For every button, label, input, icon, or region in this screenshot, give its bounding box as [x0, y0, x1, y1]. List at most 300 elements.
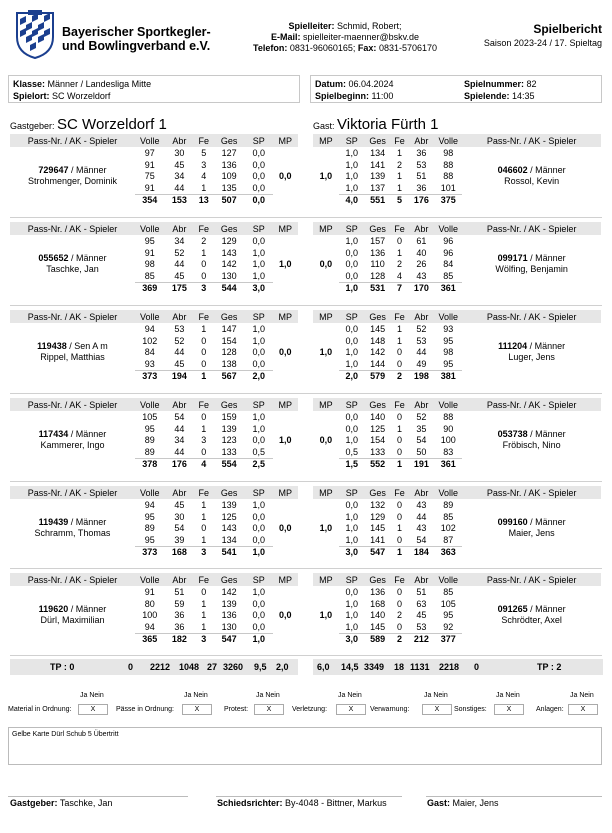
score-cell: 1 [396, 523, 402, 534]
guest-total-ges: 3349 [364, 662, 385, 672]
score-cell: 3 [194, 546, 213, 558]
score-cell: 136 [221, 610, 237, 621]
score-cell: 109 [221, 171, 237, 182]
score-cell: 176 [408, 194, 434, 206]
score-cell: 128 [221, 347, 237, 358]
score-cell: 85 [443, 271, 454, 282]
score-cell: 1,0 [345, 235, 359, 246]
score-cell: 141 [370, 535, 386, 546]
guest-team-header [313, 116, 438, 133]
home-player-table [10, 222, 298, 294]
score-cell: 365 [135, 633, 165, 645]
column-header: Volle [434, 222, 462, 235]
score-cell: 44 [416, 347, 427, 358]
ende-value: 14:35 [512, 91, 535, 101]
score-cell: 96 [443, 247, 454, 258]
check-box[interactable]: X [336, 704, 366, 715]
score-cell: 13 [194, 194, 213, 206]
score-cell: 53 [416, 335, 427, 346]
column-header: SP [245, 398, 273, 411]
score-cell: 137 [370, 183, 386, 194]
score-cell: 98 [443, 347, 454, 358]
score-cell: 30 [174, 147, 185, 158]
score-cell: 154 [221, 335, 237, 346]
score-cell: 85 [443, 586, 454, 597]
column-header: Fe [391, 573, 409, 586]
score-cell: 0,0 [252, 535, 266, 546]
report-title: Spielbericht [533, 22, 602, 36]
guest-signature [427, 798, 499, 808]
home-player-table [10, 134, 298, 206]
home-total-zero: 0 [128, 662, 134, 672]
score-cell: 54 [416, 535, 427, 546]
score-cell: 88 [443, 171, 454, 182]
score-cell: 84 [443, 259, 454, 270]
player-age-class: / Männer [527, 517, 566, 528]
guest-player-table [313, 222, 601, 294]
lane-row [313, 323, 601, 335]
score-cell: 1,0 [345, 159, 359, 170]
column-header: Pass-Nr. / AK - Spieler [10, 134, 135, 147]
score-cell: 153 [165, 194, 195, 206]
check-label: Anlagen: [536, 706, 564, 713]
column-header: MP [313, 573, 339, 586]
score-cell: 0,0 [252, 147, 266, 158]
yes-no-header: Ja Nein [80, 692, 104, 699]
score-cell: 145 [370, 622, 386, 633]
score-cell: 175 [165, 282, 195, 294]
score-cell: 1 [396, 147, 402, 158]
score-cell: 0,0 [252, 622, 266, 633]
score-cell: 168 [165, 546, 195, 558]
score-cell: 147 [221, 323, 237, 334]
score-cell: 45 [174, 359, 185, 370]
score-cell: 1 [201, 535, 207, 546]
score-cell: 43 [416, 523, 427, 534]
column-header: Abr [165, 134, 195, 147]
column-header: Pass-Nr. / AK - Spieler [10, 222, 135, 235]
score-cell: 34 [174, 435, 185, 446]
phone-value: 0831-96060165; [289, 43, 356, 53]
score-cell: 1 [201, 499, 207, 510]
lane-row [313, 411, 601, 423]
player-name: Wölfing, Benjamin [495, 264, 568, 275]
column-header: Fe [391, 310, 409, 323]
score-cell: 89 [443, 499, 454, 510]
column-header: Fe [391, 486, 409, 499]
klasse-label: Klasse: [13, 79, 46, 89]
column-header: Volle [434, 134, 462, 147]
contact-block [200, 21, 490, 54]
score-cell: 2,5 [245, 458, 273, 470]
score-cell: 51 [416, 171, 427, 182]
spielort-value: SC Worzeldorf [52, 91, 111, 101]
column-header: Fe [194, 486, 213, 499]
score-cell: 4,0 [339, 194, 365, 206]
check-box[interactable]: X [182, 704, 212, 715]
score-cell: 1,0 [345, 610, 359, 621]
score-cell: 0,0 [252, 610, 266, 621]
home-team-header [10, 116, 167, 133]
score-cell: 52 [416, 323, 427, 334]
player-name: Kammerer, Ingo [40, 440, 105, 451]
score-cell: 1,0 [252, 411, 266, 422]
email-value[interactable]: spielleiter-maenner@bskv.de [303, 32, 420, 42]
score-cell: 3,0 [339, 633, 365, 645]
column-header: Pass-Nr. / AK - Spieler [462, 398, 601, 411]
score-cell: 544 [213, 282, 245, 294]
player-pass-nr: 119620 [38, 604, 69, 615]
score-cell: 1,0 [339, 282, 365, 294]
score-cell: 36 [174, 622, 185, 633]
column-header: Ges [365, 222, 391, 235]
column-header: SP [339, 573, 365, 586]
score-cell: 373 [135, 370, 165, 382]
score-cell: 134 [370, 147, 386, 158]
score-cell: 96 [443, 235, 454, 246]
score-cell: 375 [434, 194, 462, 206]
player-pass-nr: 053738 [497, 429, 528, 440]
check-box[interactable]: X [254, 704, 284, 715]
score-cell: 139 [221, 423, 237, 434]
score-cell: 1,5 [339, 458, 365, 470]
score-cell: 0,5 [252, 447, 266, 458]
check-box[interactable]: X [568, 704, 598, 715]
block-separator [10, 217, 602, 218]
column-header: Pass-Nr. / AK - Spieler [462, 573, 601, 586]
score-cell: 90 [443, 423, 454, 434]
column-header: SP [245, 222, 273, 235]
ende-label: Spielende: [464, 91, 510, 101]
score-cell: 0,0 [252, 183, 266, 194]
home-totals-bar [10, 659, 298, 675]
score-cell: 102 [142, 335, 158, 346]
score-cell: 63 [416, 598, 427, 609]
score-cell: 129 [370, 511, 386, 522]
lane-row [10, 147, 298, 159]
column-header: MP [313, 222, 339, 235]
score-cell: 0 [396, 535, 402, 546]
score-cell: 154 [370, 435, 386, 446]
score-cell: 3 [194, 282, 213, 294]
score-cell: 1,0 [252, 335, 266, 346]
guest-total-sp: 14,5 [341, 662, 359, 672]
score-cell: 1 [194, 370, 213, 382]
score-cell: 373 [135, 546, 165, 558]
score-cell: 1,0 [252, 323, 266, 334]
column-header: Volle [434, 573, 462, 586]
score-cell: 148 [370, 335, 386, 346]
column-header: SP [339, 134, 365, 147]
score-cell: 1,0 [345, 183, 359, 194]
score-cell: 182 [165, 633, 195, 645]
column-header: Fe [194, 222, 213, 235]
column-header: MP [273, 310, 298, 323]
player-age-class: / Sen A m [66, 341, 108, 352]
score-cell: 1 [201, 622, 207, 633]
score-cell: 144 [370, 359, 386, 370]
score-cell: 551 [365, 194, 391, 206]
score-cell: 94 [144, 499, 155, 510]
column-header: Fe [391, 134, 409, 147]
column-header: Fe [194, 573, 213, 586]
player-cell [462, 235, 601, 294]
guest-player-block [313, 573, 601, 655]
phone-label: Telefon: [252, 43, 288, 53]
home-label: Gastgeber: [10, 121, 55, 131]
column-header: SP [339, 398, 365, 411]
player-pass-nr: 119438 [37, 341, 67, 352]
score-cell: 0,0 [252, 435, 266, 446]
player-cell [10, 147, 135, 206]
score-cell: 2 [396, 610, 402, 621]
score-cell: 127 [221, 147, 237, 158]
score-cell: 43 [416, 271, 427, 282]
spielort-label: Spielort: [13, 91, 50, 101]
score-cell: 1 [201, 423, 207, 434]
score-cell: 0 [201, 259, 207, 270]
score-cell: 0,0 [252, 359, 266, 370]
score-cell: 579 [365, 370, 391, 382]
datum-label: Datum: [315, 79, 346, 89]
score-cell: 142 [221, 259, 237, 270]
column-header: Pass-Nr. / AK - Spieler [462, 134, 601, 147]
score-cell: 1 [391, 546, 409, 558]
score-cell: 43 [416, 499, 427, 510]
score-cell: 1,0 [252, 423, 266, 434]
score-cell: 547 [365, 546, 391, 558]
player-mp: 0,0 [279, 347, 292, 358]
score-cell: 52 [174, 247, 185, 258]
column-header: MP [273, 134, 298, 147]
player-name: Dürl, Maximilian [40, 615, 105, 626]
score-cell: 133 [370, 447, 386, 458]
score-cell: 54 [174, 411, 185, 422]
score-cell: 1,0 [345, 347, 359, 358]
column-header: MP [313, 398, 339, 411]
score-cell: 0 [201, 447, 207, 458]
player-cell [462, 323, 601, 382]
score-cell: 139 [221, 499, 237, 510]
player-age-class: / Männer [527, 604, 566, 615]
home-total-abr: 1048 [179, 662, 200, 672]
column-header: Pass-Nr. / AK - Spieler [10, 398, 135, 411]
player-mp: 1,0 [319, 523, 333, 534]
score-cell: 541 [213, 546, 245, 558]
column-header: SP [245, 573, 273, 586]
column-header: Ges [365, 573, 391, 586]
score-cell: 0,0 [252, 598, 266, 609]
score-cell: 168 [370, 598, 386, 609]
score-cell: 94 [144, 323, 155, 334]
column-header: Fe [391, 222, 409, 235]
score-cell: 1 [201, 598, 207, 609]
score-cell: 136 [370, 586, 386, 597]
player-name: Fröbisch, Nino [502, 440, 561, 451]
score-cell: 377 [434, 633, 462, 645]
score-cell: 98 [443, 147, 454, 158]
score-cell: 40 [416, 247, 427, 258]
check-label: Protest: [224, 706, 249, 713]
score-cell: 34 [174, 171, 185, 182]
column-header: Abr [165, 573, 195, 586]
score-cell: 44 [174, 183, 185, 194]
score-cell: 36 [416, 183, 427, 194]
guest-team-name: Viktoria Fürth 1 [337, 116, 439, 133]
remarks-box [8, 727, 602, 765]
player-age-class: / Männer [68, 429, 107, 440]
guest-total-zero: 0 [474, 662, 480, 672]
season: Saison 2023-24 / 17. Spieltag [483, 38, 602, 48]
column-header: Fe [194, 398, 213, 411]
column-header: Ges [213, 134, 245, 147]
player-pass-nr: 119439 [38, 517, 69, 528]
score-cell: 0,0 [252, 171, 266, 182]
column-header: Pass-Nr. / AK - Spieler [10, 486, 135, 499]
fax-label: Fax: [357, 43, 377, 53]
player-pass-nr: 046602 [497, 165, 528, 176]
score-cell: 176 [165, 458, 195, 470]
home-signature-label: Gastgeber: [10, 798, 58, 808]
score-cell: 94 [144, 622, 155, 633]
player-cell [10, 411, 135, 470]
block-separator [10, 568, 602, 569]
player-cell [462, 147, 601, 206]
score-cell: 0 [396, 235, 402, 246]
home-player-block [10, 573, 298, 655]
score-cell: 45 [174, 499, 185, 510]
player-pass-nr: 055652 [38, 253, 69, 264]
score-cell: 80 [144, 598, 155, 609]
score-cell: 191 [408, 458, 434, 470]
score-cell: 105 [142, 411, 158, 422]
score-cell: 0,0 [245, 194, 273, 206]
player-pass-nr: 729647 [38, 165, 69, 176]
score-cell: 139 [370, 171, 386, 182]
column-header: Volle [135, 134, 165, 147]
player-age-class: / Männer [527, 341, 566, 352]
score-cell: 1 [391, 458, 409, 470]
score-cell: 0,0 [252, 511, 266, 522]
score-cell: 1 [201, 323, 207, 334]
check-box[interactable]: X [422, 704, 452, 715]
score-cell: 84 [144, 347, 155, 358]
score-cell: 130 [221, 271, 237, 282]
guest-player-table [313, 310, 601, 382]
score-cell: 26 [416, 259, 427, 270]
guest-player-table [313, 398, 601, 470]
score-cell: 95 [443, 359, 454, 370]
score-cell: 361 [434, 458, 462, 470]
score-cell: 0,0 [345, 423, 359, 434]
score-cell: 95 [443, 335, 454, 346]
column-header: Abr [408, 310, 434, 323]
score-cell: 88 [443, 159, 454, 170]
home-total-mp: 2,0 [276, 662, 289, 672]
column-header: Ges [213, 310, 245, 323]
klasse-value: Männer / Landesliga Mitte [47, 79, 152, 89]
score-cell: 53 [416, 622, 427, 633]
score-cell: 95 [144, 423, 155, 434]
column-header: Volle [434, 310, 462, 323]
score-cell: 142 [221, 586, 237, 597]
column-header: SP [245, 486, 273, 499]
score-cell: 4 [194, 458, 213, 470]
score-cell: 143 [221, 523, 237, 534]
score-cell: 97 [144, 147, 155, 158]
score-cell: 92 [443, 622, 454, 633]
column-header: Pass-Nr. / AK - Spieler [462, 310, 601, 323]
block-separator [10, 655, 602, 656]
lane-row [313, 147, 601, 159]
column-header: Volle [434, 398, 462, 411]
score-cell: 1,0 [252, 271, 266, 282]
block-separator [10, 481, 602, 482]
column-header: Fe [194, 310, 213, 323]
player-cell [462, 499, 601, 558]
column-header: Abr [408, 222, 434, 235]
check-box[interactable]: X [494, 704, 524, 715]
info-box-left [8, 75, 300, 103]
check-box[interactable]: X [78, 704, 108, 715]
column-header: SP [339, 486, 365, 499]
score-cell: 105 [440, 598, 456, 609]
player-name: Schramm, Thomas [34, 528, 111, 539]
score-cell: 1 [201, 511, 207, 522]
score-cell: 95 [144, 535, 155, 546]
lane-row [313, 586, 601, 598]
home-signature [10, 798, 112, 808]
score-cell: 140 [370, 411, 386, 422]
lane-row [10, 586, 298, 598]
score-cell: 1,0 [345, 622, 359, 633]
home-player-block [10, 222, 298, 304]
column-header: SP [339, 222, 365, 235]
column-header: Abr [165, 310, 195, 323]
score-cell: 369 [135, 282, 165, 294]
score-cell: 554 [213, 458, 245, 470]
score-cell: 44 [174, 259, 185, 270]
guest-total-abr: 1131 [410, 662, 430, 672]
home-player-block [10, 398, 298, 480]
guest-player-block [313, 134, 601, 216]
score-cell: 91 [144, 247, 155, 258]
fax-value: 0831-5706170 [378, 43, 438, 53]
column-header: Ges [213, 486, 245, 499]
score-cell: 0,0 [345, 411, 359, 422]
home-signature-line [8, 796, 188, 797]
org-line-2: und Bowlingverband e.V. [62, 39, 211, 53]
score-cell: 110 [370, 259, 385, 270]
score-cell: 0,0 [345, 259, 359, 270]
score-cell: 89 [144, 523, 155, 534]
column-header: Ges [365, 134, 391, 147]
checks-row [8, 692, 608, 722]
score-cell: 85 [144, 271, 155, 282]
guest-signature-label: Gast: [427, 798, 451, 808]
nummer-value: 82 [526, 79, 537, 89]
column-header: Pass-Nr. / AK - Spieler [10, 310, 135, 323]
player-mp: 0,0 [279, 171, 292, 182]
score-cell: 1,0 [345, 147, 359, 158]
score-cell: 363 [434, 546, 462, 558]
score-cell: 145 [370, 523, 386, 534]
score-cell: 0 [201, 271, 207, 282]
score-cell: 89 [144, 447, 155, 458]
score-cell: 0 [396, 359, 402, 370]
score-cell: 212 [408, 633, 434, 645]
score-cell: 61 [416, 235, 427, 246]
